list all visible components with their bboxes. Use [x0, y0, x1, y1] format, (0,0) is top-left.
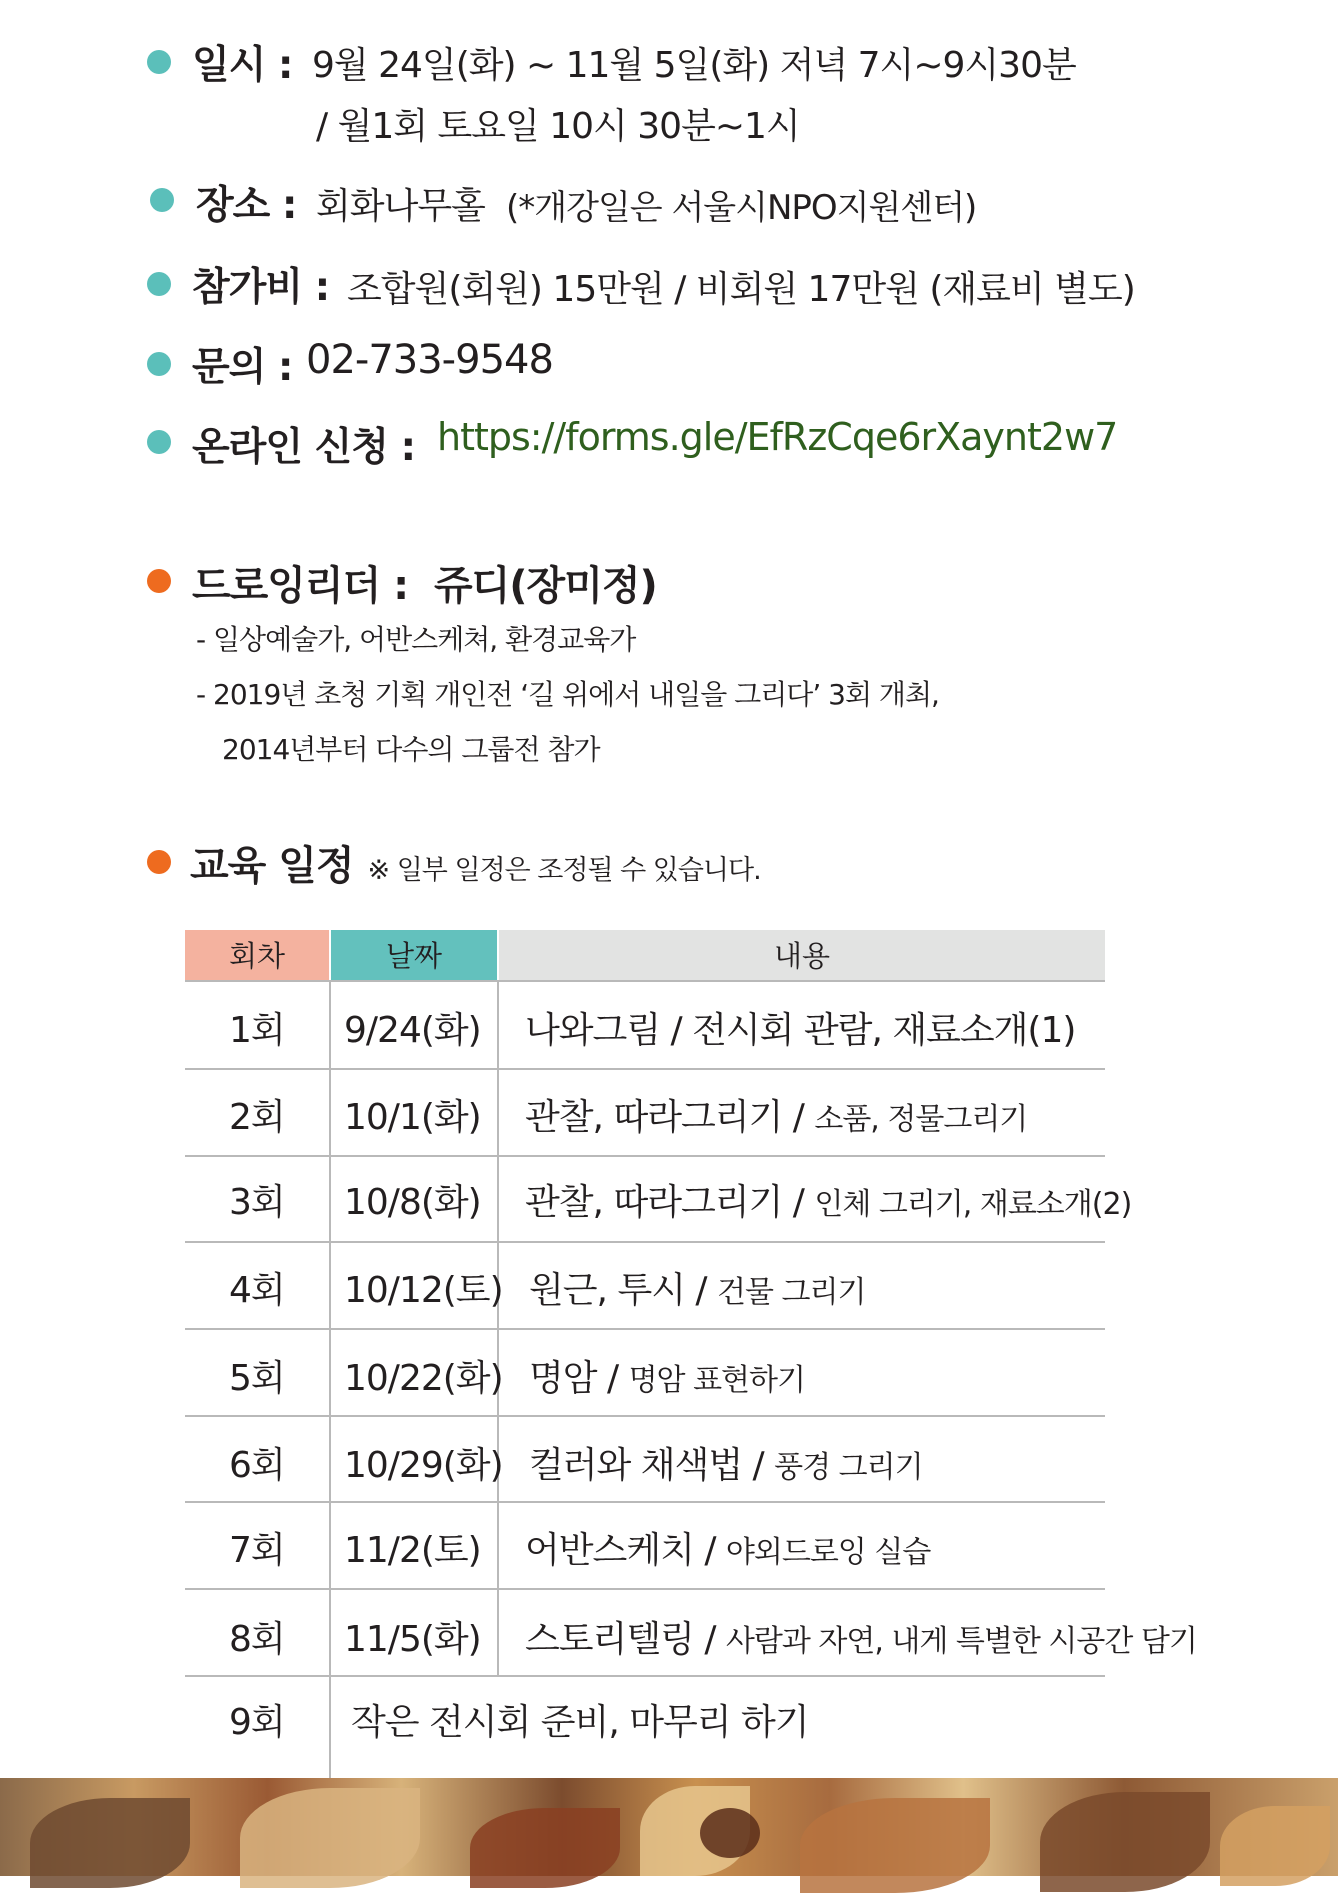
divider	[185, 1675, 1105, 1677]
row-content-main: 나와그림 / 전시회 관람, 재료소개(1)	[525, 1010, 1076, 1051]
row-date: 10/22(화)	[344, 1358, 503, 1399]
autumn-leaves-image	[0, 1778, 1338, 1876]
row-content-main: 원근, 투시 /	[529, 1270, 718, 1311]
divider	[185, 1415, 1105, 1417]
bullet-icon	[147, 352, 171, 376]
row-round: 4회	[229, 1270, 285, 1311]
leaf-shape	[30, 1798, 190, 1888]
schedule-title	[190, 834, 761, 891]
row-content	[529, 1262, 865, 1313]
row-date: 9/24(화)	[344, 1010, 481, 1051]
row-content-sub: 소품, 정물그리기	[814, 1102, 1028, 1137]
row-round: 5회	[229, 1358, 285, 1399]
divider	[185, 1241, 1105, 1243]
row-content-main: 컬러와 채색법 /	[529, 1445, 775, 1486]
leader-label: 드로잉리더 :	[192, 563, 409, 609]
leaf-shape	[470, 1808, 620, 1888]
leader-line-2: - 2019년 초청 기획 개인전 ‘길 위에서 내일을 그리다’ 3회 개최,	[196, 678, 939, 711]
row-date: 10/12(토)	[344, 1270, 503, 1311]
row-content-sub: 야외드로잉 실습	[725, 1535, 931, 1570]
place-value: 회화나무홀	[316, 186, 485, 227]
row-content-sub: 건물 그리기	[717, 1275, 866, 1310]
leaf-shape	[1040, 1792, 1210, 1892]
row-content-sub: 사람과 자연, 내게 특별한 시공간 담기	[725, 1624, 1197, 1659]
row-content	[525, 1174, 1131, 1225]
row-content-sub: 인체 그리기, 재료소개(2)	[814, 1187, 1132, 1222]
row-round: 1회	[229, 1010, 285, 1051]
leaf-shape	[800, 1798, 990, 1893]
fee-value: 조합원(회원) 15만원 / 비회원 17만원 (재료비 별도)	[347, 269, 1135, 310]
leaf-shape	[1220, 1806, 1330, 1886]
bullet-icon	[147, 272, 171, 296]
date-value-2: / 월1회 토요일 10시 30분~1시	[316, 106, 800, 147]
contact-value: 02-733-9548	[306, 337, 553, 383]
row-content	[525, 1002, 1075, 1053]
bullet-icon	[147, 50, 171, 74]
header-content: 내용	[499, 930, 1105, 980]
divider	[185, 1588, 1105, 1590]
contact-label: 문의 :	[192, 345, 293, 390]
divider	[185, 1328, 1105, 1330]
row-content-main: 관찰, 따라그리기 /	[525, 1097, 815, 1138]
schedule-title-text: 교육 일정	[190, 843, 354, 889]
row-date: 10/8(화)	[344, 1182, 481, 1223]
row-content-main: 명암 /	[529, 1358, 629, 1399]
row-date: 11/5(화)	[344, 1619, 481, 1660]
row-round: 3회	[229, 1182, 285, 1223]
divider	[329, 982, 331, 1812]
divider	[185, 1068, 1105, 1070]
divider	[185, 1155, 1105, 1157]
date-label: 일시 :	[192, 43, 293, 88]
row-date: 11/2(토)	[344, 1530, 481, 1571]
row-content	[525, 1522, 930, 1573]
leaf-shape	[700, 1808, 760, 1858]
schedule-note: ※ 일부 일정은 조정될 수 있습니다.	[367, 855, 761, 886]
divider	[185, 980, 1105, 982]
row-content	[525, 1611, 1197, 1662]
row-content-sub: 풍경 그리기	[774, 1450, 923, 1485]
row-round: 9회	[229, 1702, 285, 1743]
bullet-icon	[147, 430, 171, 454]
leaf-shape	[240, 1788, 420, 1888]
row-content-main: 어반스케치 /	[525, 1530, 726, 1571]
row-content-main: 스토리텔링 /	[525, 1619, 726, 1660]
bullet-icon	[150, 188, 174, 212]
row-date: 10/29(화)	[344, 1445, 503, 1486]
leader-line-3: 2014년부터 다수의 그룹전 참가	[222, 733, 600, 766]
row-date: 10/1(화)	[344, 1097, 481, 1138]
bullet-icon	[147, 850, 171, 874]
divider	[497, 982, 499, 1675]
date-value: 9월 24일(화) ~ 11월 5일(화) 저녁 7시~9시30분	[312, 45, 1076, 86]
leader-line-1: - 일상예술가, 어반스케쳐, 환경교육가	[196, 623, 636, 656]
row-content	[525, 1089, 1027, 1140]
online-application-link[interactable]: https://forms.gle/EfRzCqe6rXaynt2w7	[437, 415, 1118, 459]
bullet-icon	[147, 569, 171, 593]
row-round: 8회	[229, 1619, 285, 1660]
online-label: 온라인 신청 :	[192, 425, 416, 470]
fee-label: 참가비 :	[192, 265, 330, 310]
header-date: 날짜	[331, 930, 497, 980]
row-round: 2회	[229, 1097, 285, 1138]
leader-name: 쥬디(장미정)	[434, 563, 657, 609]
row-round: 7회	[229, 1530, 285, 1571]
divider	[185, 1501, 1105, 1503]
place-label: 장소 :	[196, 183, 297, 228]
row-content-sub: 명암 표현하기	[628, 1363, 805, 1398]
row-content	[351, 1694, 809, 1745]
row-content	[529, 1350, 805, 1401]
header-round: 회차	[185, 930, 329, 980]
row-round: 6회	[229, 1445, 285, 1486]
row-content-main: 작은 전시회 준비, 마무리 하기	[351, 1702, 809, 1743]
row-content-main: 관찰, 따라그리기 /	[525, 1182, 815, 1223]
place-note: (*개강일은 서울시NPO지원센터)	[506, 188, 977, 228]
row-content	[529, 1437, 923, 1488]
